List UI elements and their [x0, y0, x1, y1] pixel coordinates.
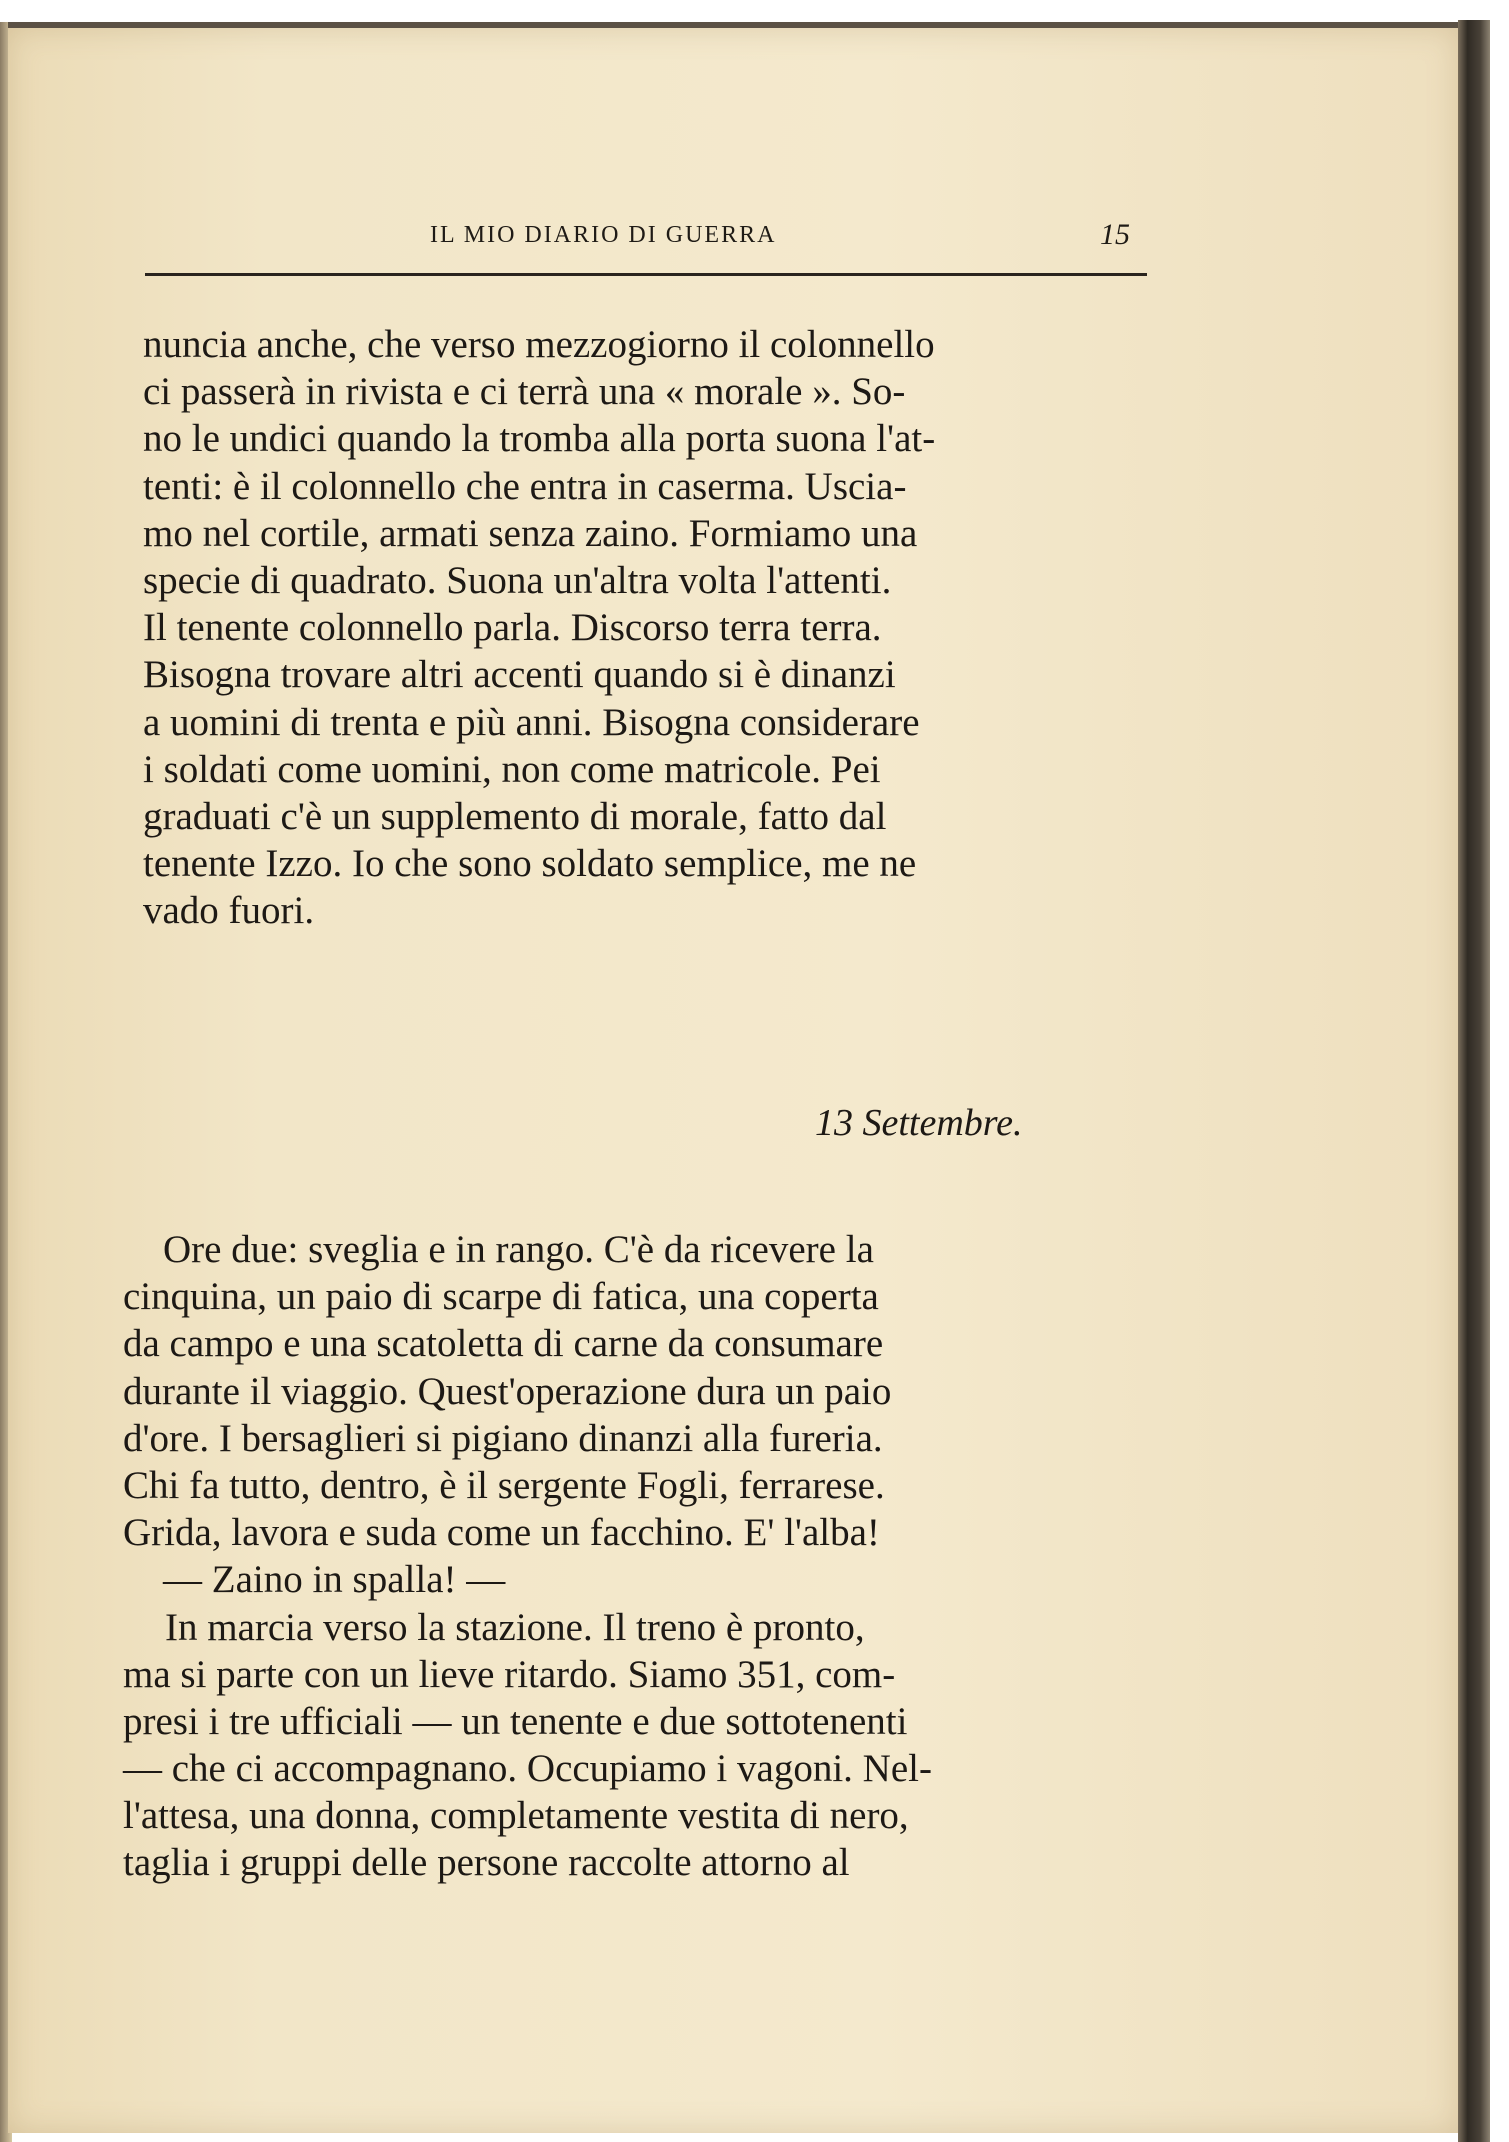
- text-line: da campo e una scatoletta di carne da consumare: [123, 1322, 884, 1366]
- text-line: ci passerà in rivista e ci terrà una « morale ». So-: [143, 370, 906, 414]
- date-heading: 13 Settembre.: [815, 1102, 1023, 1144]
- text-line: mo nel cortile, armati senza zaino. Formiamo una: [143, 511, 918, 555]
- text-line: Chi fa tutto, dentro, è il sergente Fogli, ferrarese.: [123, 1463, 885, 1507]
- paragraph-1: [143, 321, 1143, 934]
- text-line: graduati c'è un supplemento di morale, fatto dal: [143, 794, 887, 838]
- text-line: ma si parte con un lieve ritardo. Siamo 351, com-: [123, 1652, 896, 1696]
- text-line: i soldati come uomini, non come matricole. Pei: [143, 747, 881, 791]
- text-line: Il tenente colonnello parla. Discorso terra terra.: [143, 606, 882, 650]
- text-line: presi i tre ufficiali — un tenente e due sottotenenti: [123, 1699, 908, 1743]
- text-line: nuncia anche, che verso mezzogiorno il colonnello: [143, 323, 935, 366]
- book-spine: [1458, 20, 1490, 2142]
- text-line: a uomini di trenta e più anni. Bisogna considerare: [143, 700, 920, 744]
- text-line: In marcia verso la stazione. Il treno è pronto,: [165, 1605, 865, 1649]
- text-line: specie di quadrato. Suona un'altra volta l'attenti.: [143, 558, 892, 602]
- text-line: — Zaino in spalla! —: [163, 1558, 506, 1602]
- running-head: [140, 218, 1140, 258]
- text-line: vado fuori.: [143, 889, 315, 933]
- text-line: tenti: è il colonnello che entra in caserma. Uscia-: [143, 464, 907, 508]
- text-line: — che ci accompagnano. Occupiamo i vagoni. Nel-: [123, 1747, 932, 1791]
- text-line: Bisogna trovare altri accenti quando si è dinanzi: [143, 653, 896, 697]
- text-line: tenente Izzo. Io che sono soldato semplice, me ne: [143, 842, 917, 886]
- text-line: Ore due: sveglia e in rango. C'è da ricevere la: [163, 1228, 874, 1271]
- running-head-title: IL MIO DIARIO DI GUERRA: [430, 222, 777, 248]
- page-number: 15: [1100, 218, 1130, 251]
- text-line: no le undici quando la tromba alla porta suona l'at-: [143, 417, 936, 461]
- text-line: Grida, lavora e suda come un facchino. E' l'alba!: [123, 1511, 880, 1555]
- header-rule: [145, 273, 1147, 276]
- text-line: taglia i gruppi delle persone raccolte attorno al: [123, 1841, 850, 1885]
- text-line: durante il viaggio. Quest'operazione dura un paio: [123, 1369, 892, 1413]
- text-line: cinquina, un paio di scarpe di fatica, una coperta: [123, 1275, 879, 1319]
- text-line: d'ore. I bersaglieri si pigiano dinanzi alla fureria.: [123, 1416, 883, 1460]
- text-line: l'attesa, una donna, completamente vestita di nero,: [123, 1794, 909, 1838]
- scan-margin: [1490, 0, 1509, 2142]
- paragraph-2: [123, 1226, 1133, 1887]
